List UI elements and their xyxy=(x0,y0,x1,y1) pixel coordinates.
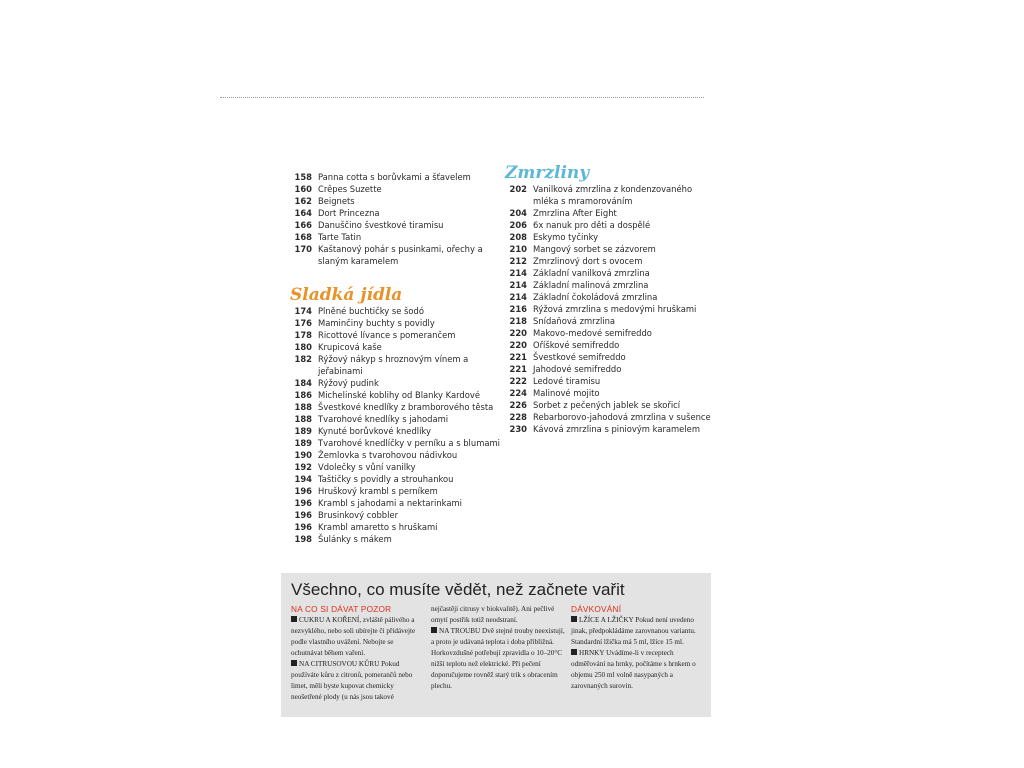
toc-entry xyxy=(290,317,500,329)
info-heading-pozor: NA CO SI DÁVAT POZOR xyxy=(291,604,392,614)
toc-entry-page: 214 xyxy=(509,268,527,278)
toc-entry xyxy=(290,305,500,317)
toc-entry-title: Základní malinová zmrzlina xyxy=(533,280,649,290)
toc-entry-page: 198 xyxy=(294,534,312,544)
toc-entry xyxy=(290,243,500,267)
toc-entry-title: 6x nanuk pro děti a dospělé xyxy=(533,220,651,230)
toc-entry-page: 208 xyxy=(509,232,527,242)
toc-entry xyxy=(505,207,720,219)
toc-entry xyxy=(505,399,720,411)
info-column-3 xyxy=(571,604,705,692)
toc-entry-page: 206 xyxy=(509,220,527,230)
toc-entry-page: 162 xyxy=(294,196,312,206)
toc-entry-page: 204 xyxy=(509,208,527,218)
toc-entry-title: Žemlovka s tvarohovou nádivkou xyxy=(318,450,458,460)
toc-entry xyxy=(505,291,720,303)
toc-entry-page: 216 xyxy=(509,304,527,314)
toc-entry-page: 196 xyxy=(294,522,312,532)
toc-entry xyxy=(290,329,500,341)
toc-entry-title: Krupicová kaše xyxy=(318,342,382,352)
toc-entry-title: Beignets xyxy=(318,196,355,206)
toc-entry-page: 210 xyxy=(509,244,527,254)
toc-entry-page: 192 xyxy=(294,462,312,472)
toc-column-right xyxy=(505,163,720,435)
toc-entry-page: 221 xyxy=(509,364,527,374)
toc-entry xyxy=(290,473,500,485)
section-title-sladka: Sladká jídla xyxy=(290,285,403,305)
toc-entry-page: 221 xyxy=(509,352,527,362)
toc-entry-page: 196 xyxy=(294,510,312,520)
toc-entry-page: 188 xyxy=(294,402,312,412)
toc-entry xyxy=(505,423,720,435)
toc-entry xyxy=(290,461,500,473)
toc-entry xyxy=(505,231,720,243)
info-paragraph: CUKRU A KOŘENÍ, zvláště pálivého a nezvyklého, nebo soli ubírejte či přidávejte podle vlastního uvážení. Nebojte se ochutnávat během vaření. xyxy=(291,616,416,657)
toc-entry xyxy=(290,231,500,243)
toc-entry-title: Ricottové lívance s pomerančem xyxy=(318,330,456,340)
toc-entry-title: Základní vanilková zmrzlina xyxy=(533,268,650,278)
info-paragraph: nejčastěji citrusy v biokvalitě). Ani pečlivé omytí postřik totiž neodstraní. xyxy=(431,605,555,624)
toc-entry-title: Sorbet z pečených jablek se skořicí xyxy=(533,400,681,410)
info-paragraph: HRNKY Uvádíme-li v receptech odměřování na hrnky, počítáme s hrnkem o objemu 250 ml volně nasypaných a zarovnaných surovin. xyxy=(571,649,696,690)
toc-entry-page: 228 xyxy=(509,412,527,422)
toc-entry-title: Tvarohové knedlíky s jahodami xyxy=(318,414,449,424)
info-column-1 xyxy=(291,604,425,703)
toc-entry xyxy=(290,509,500,521)
toc-entry-page: 214 xyxy=(509,292,527,302)
info-paragraph: NA CITRUSOVOU KŮRU Pokud používáte kůru z citronů, pomerančů nebo limet, měli byste kupovat chemicky neošetřené plody (u nás jsou takové xyxy=(291,660,413,701)
toc-entry-title: Kávová zmrzlina s piniovým karamelem xyxy=(533,424,700,434)
toc-entry-page: 188 xyxy=(294,414,312,424)
toc-entry xyxy=(290,377,500,389)
toc-entry-title: Šulánky s mákem xyxy=(318,534,392,544)
toc-entry-page: 218 xyxy=(509,316,527,326)
toc-entry xyxy=(290,425,500,437)
toc-entry-title: Plněné buchtičky se šodó xyxy=(318,306,424,316)
toc-entry-title: Švestkové semifreddo xyxy=(533,352,626,362)
info-paragraph: NA TROUBU Dvě stejné trouby neexistují, a proto je udávaná teplota i doba přibližná. Horkovzdušné potřebují zpravidla o 10–20°C nižší teplotu než elektrické. Při pečení doporučujeme rovněž starý trik s obracením plechu. xyxy=(431,627,565,690)
toc-entry-title: Rebarborovo-jahodová zmrzlina v sušence xyxy=(533,412,711,422)
toc-list-zmrzliny xyxy=(505,183,720,435)
toc-entry-title: Vdolečky s vůní vanilky xyxy=(318,462,416,472)
toc-entry-page: 212 xyxy=(509,256,527,266)
toc-entry-page: 170 xyxy=(294,244,312,254)
toc-entry-title: Rýžová zmrzlina s medovými hruškami xyxy=(533,304,697,314)
toc-entry xyxy=(505,411,720,423)
toc-entry-title: Snídaňová zmrzlina xyxy=(533,316,616,326)
toc-entry xyxy=(505,303,720,315)
toc-entry xyxy=(290,521,500,533)
toc-entry xyxy=(505,315,720,327)
toc-entry xyxy=(505,375,720,387)
toc-entry xyxy=(290,533,500,545)
toc-entry-title: Ledové tiramisu xyxy=(533,376,601,386)
toc-entry xyxy=(290,437,500,449)
toc-entry-page: 176 xyxy=(294,318,312,328)
toc-entry-title: Tvarohové knedlíčky v perníku a s blumami xyxy=(318,438,500,448)
info-paragraph: LŽÍCE A LŽIČKY Pokud není uvedeno jinak, předpokládáme zarovnanou variantu. Standardní lžička má 5 ml, lžíce 15 ml. xyxy=(571,616,696,646)
toc-entry-title: Jahodové semifreddo xyxy=(533,364,622,374)
toc-entry-title: Rýžový pudink xyxy=(318,378,379,388)
toc-entry xyxy=(505,339,720,351)
toc-entry-title: Maminčiny buchty s povidly xyxy=(318,318,435,328)
top-dotted-rule xyxy=(220,97,704,98)
toc-entry xyxy=(290,353,500,377)
toc-entry xyxy=(505,243,720,255)
toc-entry xyxy=(290,195,500,207)
toc-entry xyxy=(290,389,500,401)
square-bullet-icon xyxy=(571,649,577,655)
toc-entry xyxy=(290,401,500,413)
toc-entry xyxy=(505,351,720,363)
toc-entry xyxy=(505,327,720,339)
toc-entry-title: Michelinské koblihy od Blanky Kardové xyxy=(318,390,480,400)
toc-entry xyxy=(505,279,720,291)
toc-entry xyxy=(290,413,500,425)
toc-entry-title: Rýžový nákyp s hroznovým vínem a jeřabinami xyxy=(318,354,469,376)
info-heading-davkovani: DÁVKOVÁNÍ xyxy=(571,604,622,614)
toc-entry-page: 180 xyxy=(294,342,312,352)
info-column-2 xyxy=(431,604,565,692)
toc-entry-page: 196 xyxy=(294,498,312,508)
toc-entry-title: Malinové mojito xyxy=(533,388,600,398)
toc-entry-page: 189 xyxy=(294,438,312,448)
toc-entry-title: Vanilková zmrzlina z kondenzovaného mléka s mramorováním xyxy=(533,184,693,206)
toc-entry xyxy=(290,171,500,183)
toc-entry-title: Mangový sorbet se zázvorem xyxy=(533,244,656,254)
info-box-title: Všechno, co musíte vědět, než začnete vařit xyxy=(291,580,625,599)
toc-entry xyxy=(505,363,720,375)
toc-entry-page: 194 xyxy=(294,474,312,484)
toc-entry-page: 230 xyxy=(509,424,527,434)
toc-entry-page: 222 xyxy=(509,376,527,386)
toc-entry-page: 160 xyxy=(294,184,312,194)
toc-list-sladka xyxy=(290,305,500,545)
toc-entry xyxy=(505,183,720,207)
square-bullet-icon xyxy=(291,660,297,666)
toc-entry-title: Brusinkový cobbler xyxy=(318,510,399,520)
toc-entry xyxy=(290,207,500,219)
toc-entry-page: 190 xyxy=(294,450,312,460)
toc-entry-page: 202 xyxy=(509,184,527,194)
toc-list-top xyxy=(290,171,500,267)
toc-entry-title: Krambl amaretto s hruškami xyxy=(318,522,438,532)
toc-entry-title: Zmrzlina After Eight xyxy=(533,208,617,218)
toc-entry-page: 186 xyxy=(294,390,312,400)
toc-entry-page: 224 xyxy=(509,388,527,398)
toc-entry-page: 226 xyxy=(509,400,527,410)
square-bullet-icon xyxy=(291,616,297,622)
toc-entry-title: Krambl s jahodami a nektarinkami xyxy=(318,498,462,508)
toc-entry-page: 196 xyxy=(294,486,312,496)
toc-entry-page: 214 xyxy=(509,280,527,290)
toc-entry-title: Danuščino švestkové tiramisu xyxy=(318,220,444,230)
toc-entry-page: 182 xyxy=(294,354,312,364)
square-bullet-icon xyxy=(431,627,437,633)
toc-entry-title: Kaštanový pohár s pusinkami, ořechy a slaným karamelem xyxy=(318,244,483,266)
toc-entry-title: Hruškový krambl s perníkem xyxy=(318,486,438,496)
toc-entry-title: Kynuté borůvkové knedlíky xyxy=(318,426,431,436)
toc-entry-page: 220 xyxy=(509,340,527,350)
toc-entry-page: 178 xyxy=(294,330,312,340)
toc-entry xyxy=(505,255,720,267)
info-box xyxy=(281,573,711,717)
toc-entry-title: Tarte Tatin xyxy=(318,232,362,242)
toc-entry-page: 168 xyxy=(294,232,312,242)
toc-entry xyxy=(505,267,720,279)
toc-entry-page: 174 xyxy=(294,306,312,316)
toc-entry xyxy=(290,183,500,195)
square-bullet-icon xyxy=(571,616,577,622)
toc-entry-title: Panna cotta s borůvkami a šťavelem xyxy=(318,172,471,182)
toc-entry-title: Oříškové semifreddo xyxy=(533,340,620,350)
toc-entry-page: 189 xyxy=(294,426,312,436)
toc-column-left xyxy=(290,171,500,545)
toc-entry-title: Eskymo tyčinky xyxy=(533,232,599,242)
toc-entry xyxy=(290,485,500,497)
toc-entry-title: Makovo-medové semifreddo xyxy=(533,328,652,338)
toc-entry-title: Zmrzlinový dort s ovocem xyxy=(533,256,643,266)
section-title-zmrzliny: Zmrzliny xyxy=(505,163,590,183)
toc-entry-page: 184 xyxy=(294,378,312,388)
toc-entry-title: Crêpes Suzette xyxy=(318,184,382,194)
toc-entry xyxy=(290,497,500,509)
toc-entry xyxy=(290,449,500,461)
toc-entry-title: Základní čokoládová zmrzlina xyxy=(533,292,658,302)
toc-entry xyxy=(290,341,500,353)
toc-entry-title: Dort Princezna xyxy=(318,208,380,218)
toc-entry-title: Švestkové knedlíky z bramborového těsta xyxy=(318,402,494,412)
toc-entry xyxy=(505,219,720,231)
toc-entry-title: Taštičky s povidly a strouhankou xyxy=(318,474,454,484)
toc-entry-page: 164 xyxy=(294,208,312,218)
toc-entry-page: 166 xyxy=(294,220,312,230)
toc-entry xyxy=(290,219,500,231)
toc-entry-page: 220 xyxy=(509,328,527,338)
toc-entry-page: 158 xyxy=(294,172,312,182)
toc-entry xyxy=(505,387,720,399)
